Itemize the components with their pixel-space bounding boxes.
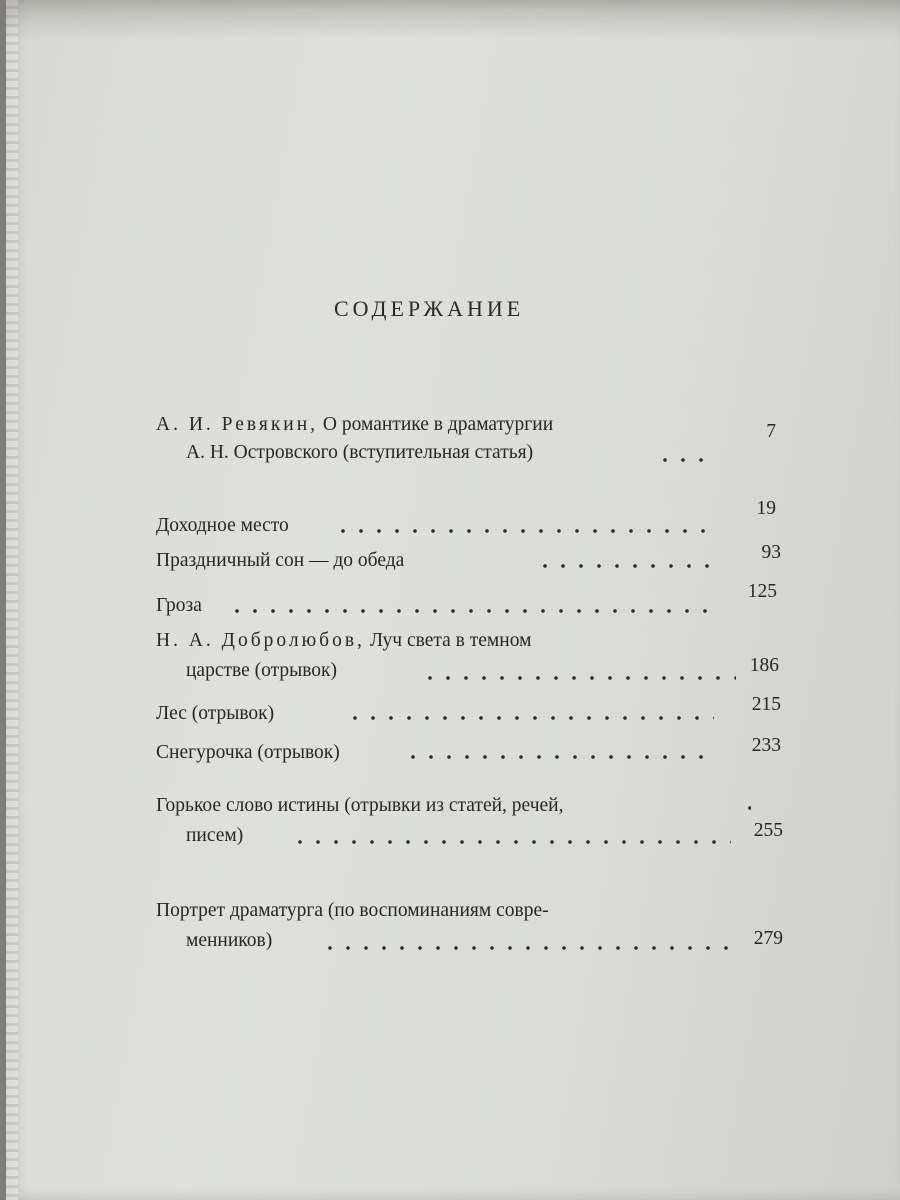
leader-dots bbox=[291, 840, 731, 844]
toc-entry-groza: Гроза bbox=[156, 595, 202, 616]
leader-dots bbox=[536, 564, 714, 568]
toc-entry-dobrolyubov-line1 bbox=[156, 630, 531, 652]
page-number: 7 bbox=[766, 421, 776, 442]
page-number: 19 bbox=[756, 498, 776, 519]
leader-dots bbox=[656, 458, 716, 462]
page-number: 125 bbox=[747, 581, 777, 602]
leader-dots bbox=[334, 529, 714, 533]
author-name: А. И. Ревякин, bbox=[156, 414, 319, 435]
toc-entry-dobrolyubov-line2: царстве (отрывок) bbox=[186, 660, 338, 681]
page-number: 215 bbox=[751, 694, 781, 715]
toc-entry-gorkoe-slovo-line2: писем) bbox=[186, 825, 244, 846]
book-page bbox=[6, 0, 900, 1200]
entry-title: Луч света в темном bbox=[369, 630, 532, 651]
page-number: 233 bbox=[751, 735, 781, 756]
page-edge bbox=[6, 0, 18, 1200]
toc-entry-revyakin-line2: А. Н. Островского (вступительная статья) bbox=[186, 442, 534, 463]
toc-entry-revyakin-line1 bbox=[156, 414, 553, 436]
leader-dots bbox=[404, 755, 714, 759]
top-shadow bbox=[6, 0, 900, 40]
author-name: Н. А. Добролюбов, bbox=[156, 630, 365, 651]
leader-dots bbox=[741, 806, 751, 810]
page-number: 186 bbox=[749, 655, 779, 676]
leader-dots bbox=[321, 946, 731, 950]
toc-entry-gorkoe-slovo-line1: Горькое слово истины (отрывки из статей, речей, bbox=[156, 795, 564, 816]
page-number: 93 bbox=[761, 542, 781, 563]
toc-entry-dokhodnoe-mesto: Доходное место bbox=[156, 515, 289, 536]
leader-dots bbox=[421, 676, 736, 680]
leader-dots bbox=[346, 716, 714, 720]
page-number: 279 bbox=[753, 928, 783, 949]
page-number: 255 bbox=[753, 820, 783, 841]
page-title: СОДЕРЖАНИЕ bbox=[334, 296, 525, 321]
entry-title: О романтике в драматургии bbox=[322, 414, 554, 435]
toc-entry-portret-line2: менников) bbox=[186, 930, 273, 951]
toc-entry-portret-line1: Портрет драматурга (по воспоминаниям совре- bbox=[156, 900, 549, 921]
leader-dots bbox=[228, 609, 714, 613]
toc-entry-prazdnichny-son: Праздничный сон — до обеда bbox=[156, 550, 405, 571]
toc-entry-les: Лес (отрывок) bbox=[156, 703, 275, 724]
toc-entry-snegurochka: Снегурочка (отрывок) bbox=[156, 742, 340, 763]
